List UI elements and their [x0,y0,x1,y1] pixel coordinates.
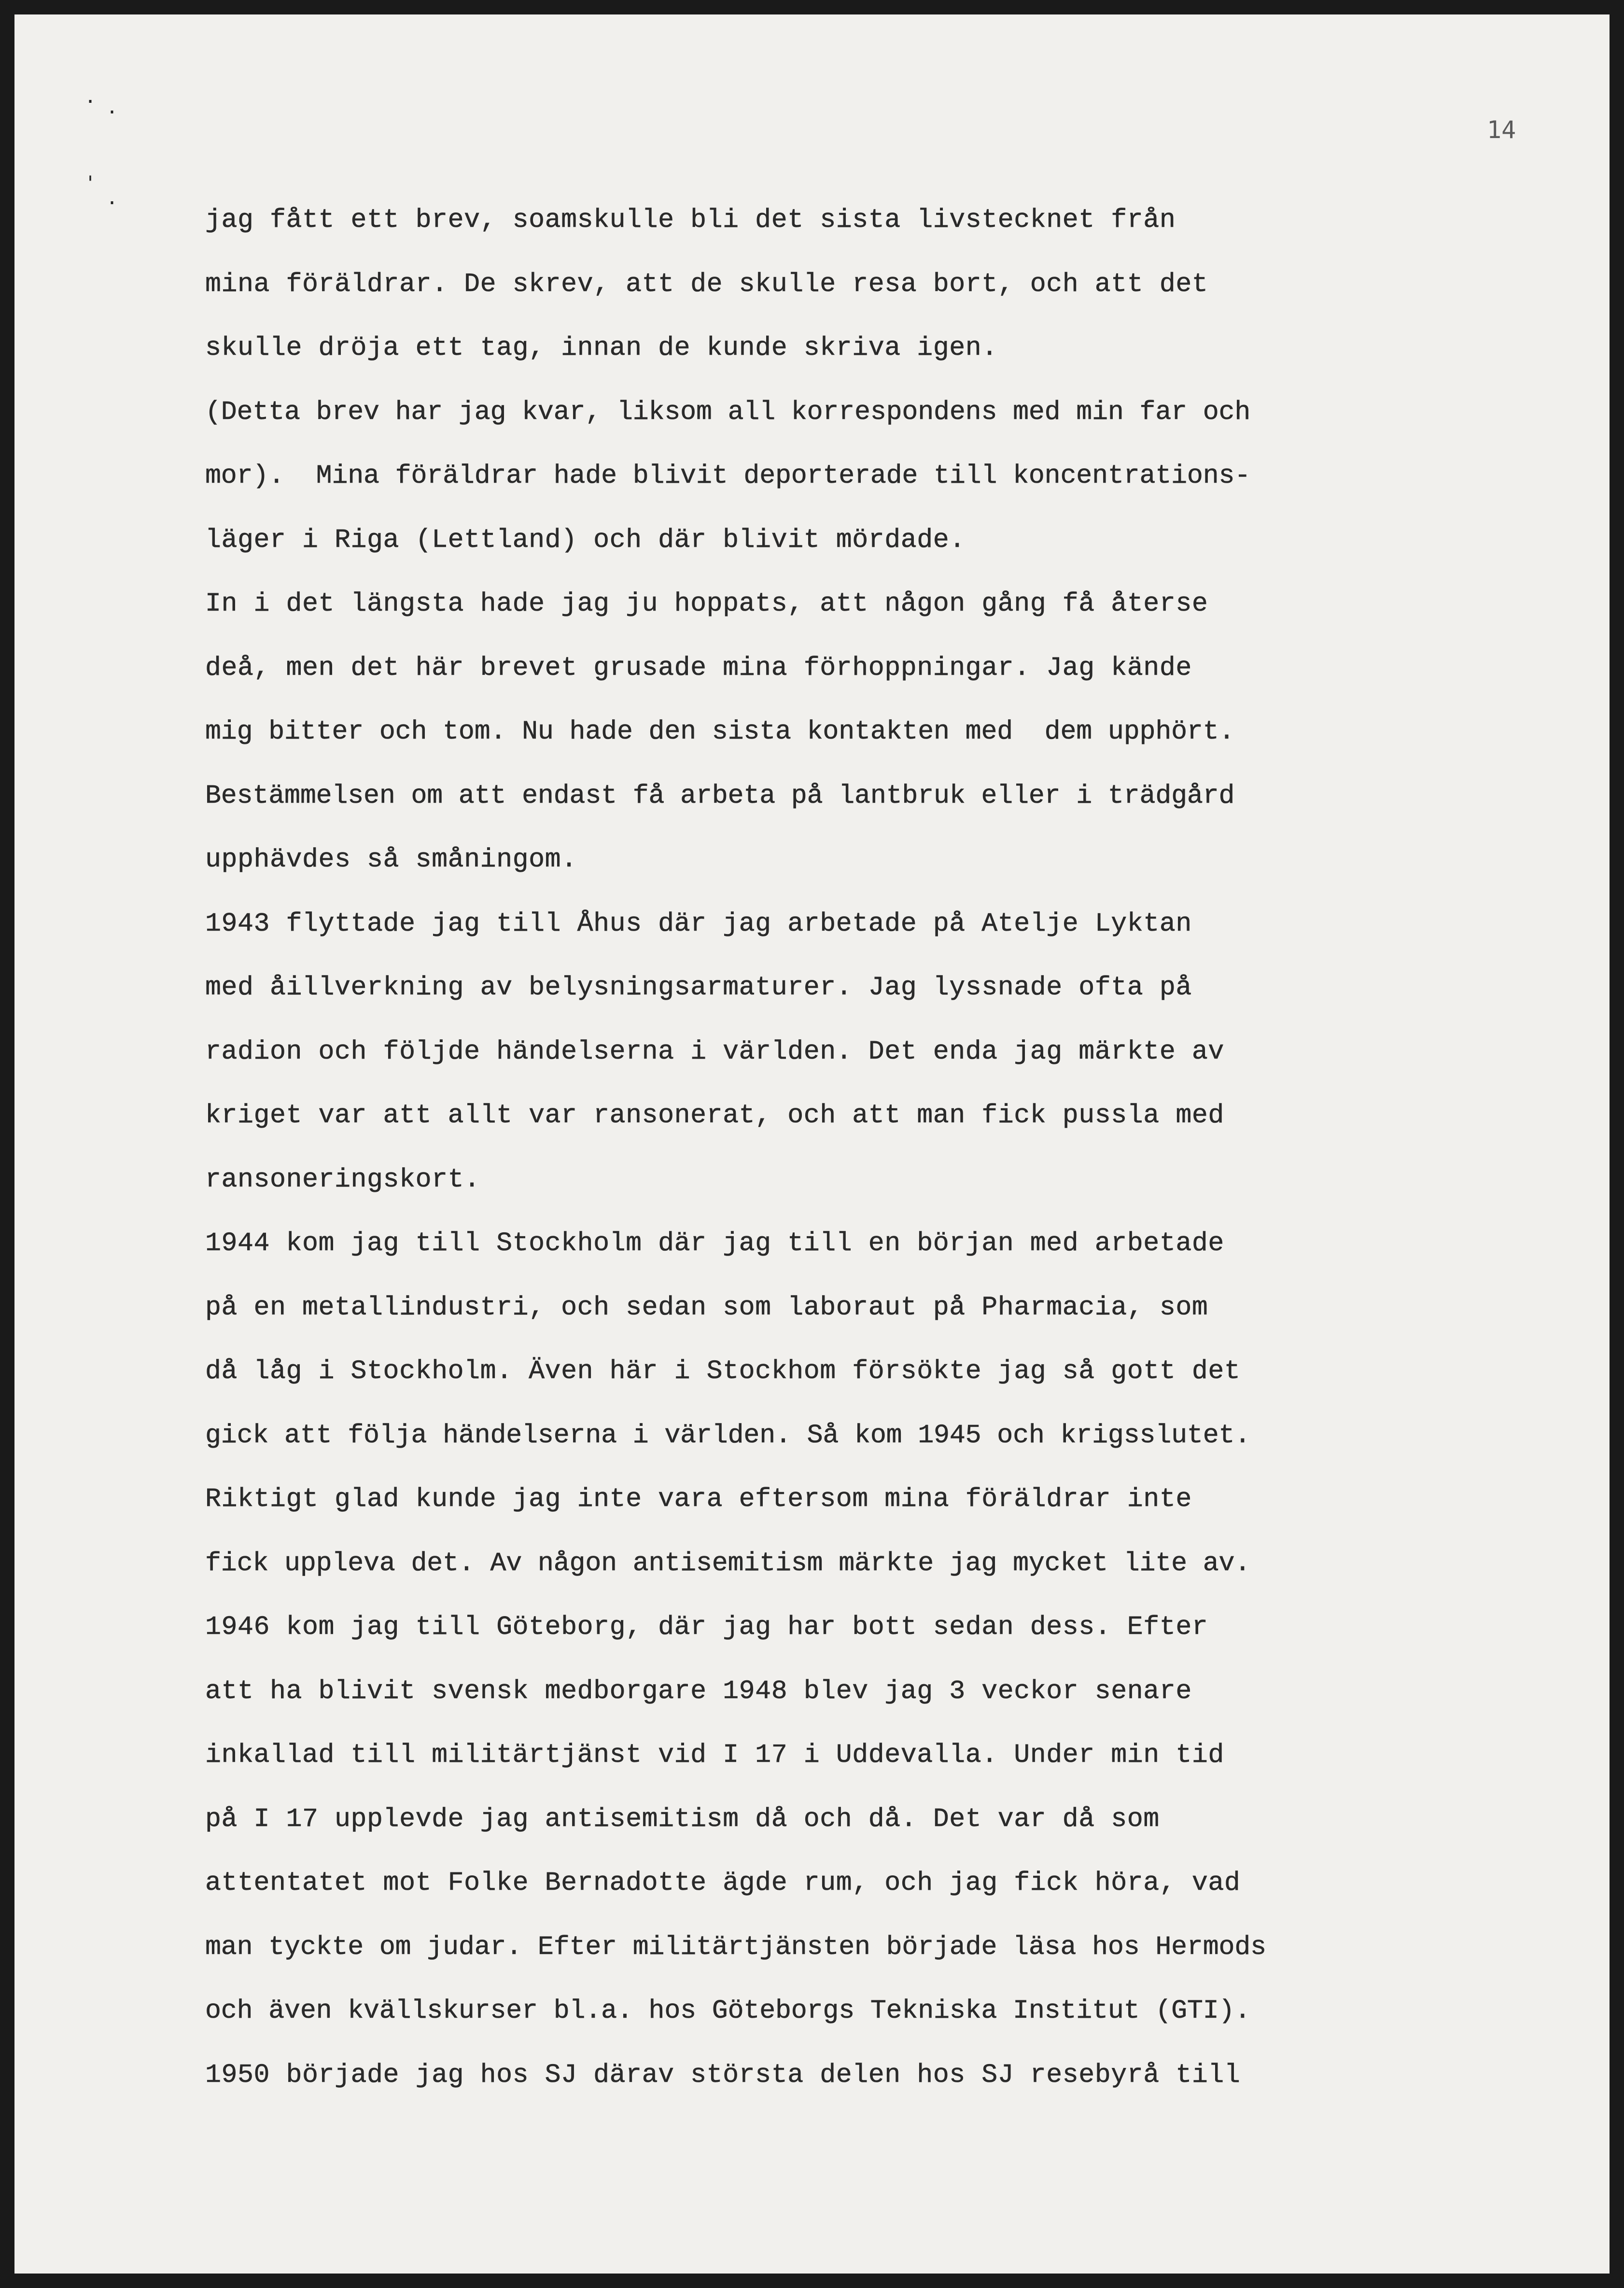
document-page [14,14,1610,2274]
text-line: läger i Riga (Lettland) och där blivit mördade. [205,524,966,555]
text-line: mig bitter och tom. Nu hade den sista kontakten med dem upphört. [205,716,1235,747]
text-line: man tyckte om judar. Efter militärtjänsten började läsa hos Hermods [205,1931,1266,1962]
page-number: 14 [1487,116,1516,144]
text-line: gick att följa händelserna i världen. Så kom 1945 och krigsslutet. [205,1420,1251,1451]
text-line: då låg i Stockholm. Även här i Stockhom försökte jag så gott det [205,1356,1241,1386]
text-line: deå, men det här brevet grusade mina förhoppningar. Jag kände [205,652,1192,683]
text-line: jag fått ett brev, soamskulle bli det sista livstecknet från [205,205,1176,235]
text-line: och även kvällskurser bl.a. hos Göteborgs Tekniska Institut (GTI). [205,1995,1251,2026]
text-line: fick uppleva det. Av någon antisemitism märkte jag mycket lite av. [205,1548,1251,1578]
margin-mark: ' [84,172,97,195]
text-line: 1943 flyttade jag till Åhus där jag arbetade på Atelje Lyktan [205,908,1192,939]
text-line: inkallad till militärtjänst vid I 17 i Uddevalla. Under min tid [205,1740,1224,1770]
typewritten-text [205,188,1557,2107]
text-line: mina föräldrar. De skrev, att de skulle resa bort, och att det [205,268,1208,299]
text-line: kriget var att allt var ransonerat, och att man fick pussla med [205,1100,1224,1130]
text-line: In i det längsta hade jag ju hoppats, att någon gång få återse [205,588,1208,619]
text-line: med åillverkning av belysningsarmaturer. Jag lyssnade ofta på [205,972,1192,1003]
text-line: 1944 kom jag till Stockholm där jag till en början med arbetade [205,1228,1224,1258]
text-line: 1946 kom jag till Göteborg, där jag har bott sedan dess. Efter [205,1612,1208,1642]
text-line: på en metallindustri, och sedan som laboraut på Pharmacia, som [205,1292,1208,1323]
text-line: Riktigt glad kunde jag inte vara eftersom mina föräldrar inte [205,1484,1192,1514]
text-line: ransoneringskort. [205,1164,480,1195]
text-line: mor). Mina föräldrar hade blivit deporterade till koncentrations- [205,460,1251,491]
text-line: 1950 började jag hos SJ därav största delen hos SJ resebyrå till [205,2059,1241,2090]
text-line: radion och följde händelserna i världen. Det enda jag märkte av [205,1036,1224,1067]
margin-mark: . [84,85,97,108]
margin-mark: . [106,96,118,118]
text-line: på I 17 upplevde jag antisemitism då och då. Det var då som [205,1803,1160,1834]
text-line: att ha blivit svensk medborgare 1948 blev jag 3 veckor senare [205,1675,1192,1706]
text-line: upphävdes så småningom. [205,844,577,875]
text-line: attentatet mot Folke Bernadotte ägde rum, och jag fick höra, vad [205,1868,1241,1898]
text-line: (Detta brev har jag kvar, liksom all korrespondens med min far och [205,396,1251,427]
text-line: skulle dröja ett tag, innan de kunde skriva igen. [205,333,998,363]
margin-mark: . [106,187,118,209]
text-line: Bestämmelsen om att endast få arbeta på lantbruk eller i trädgård [205,780,1235,811]
